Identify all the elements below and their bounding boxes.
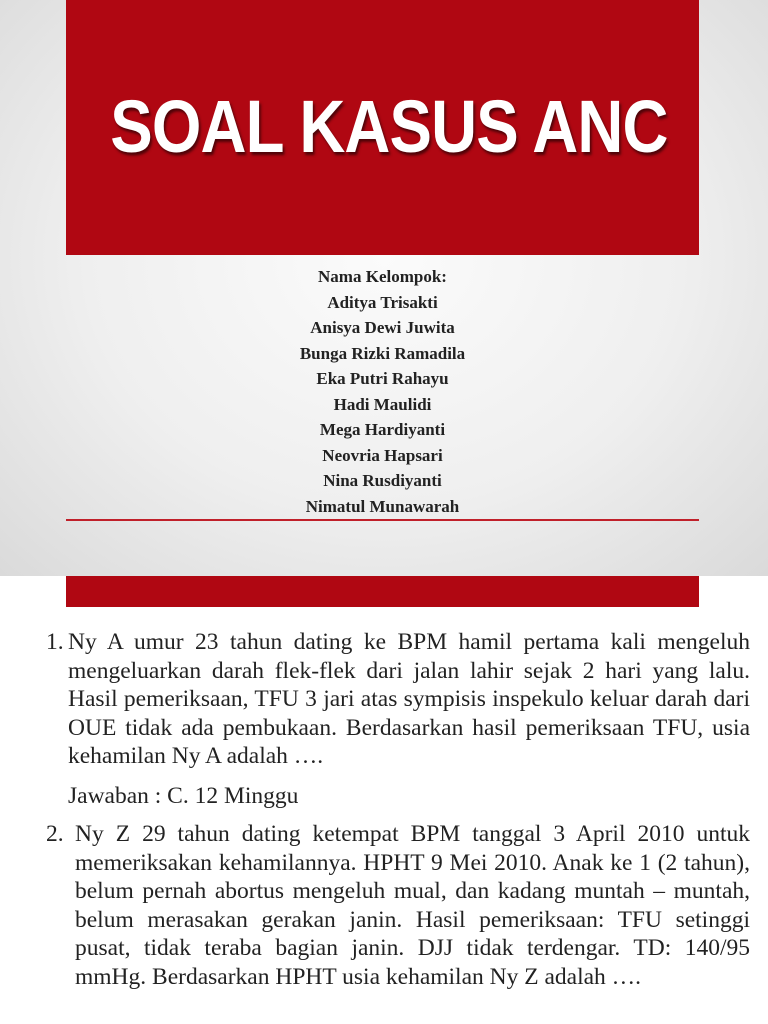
question-item bbox=[0, 628, 768, 771]
member-name: Nina Rusdiyanti bbox=[323, 471, 442, 490]
header-band bbox=[66, 576, 699, 607]
member-name: Bunga Rizki Ramadila bbox=[299, 343, 466, 363]
question-list bbox=[0, 628, 768, 991]
slide-title: SOAL KASUS ANC bbox=[110, 85, 668, 168]
question-slide bbox=[0, 576, 768, 1024]
question-text: Ny A umur 23 tahun dating ke BPM hamil pertama kali mengeluh mengeluarkan darah flek-flek dari jalan lahir sejak 2 hari yang lalu. Hasil pemeriksaan, TFU 3 jari atas sympisis inspekulo keluar darah dari OUE tidak ada pembukaan. Berdasarkan hasil pemeriksaan TFU, usia kehamilan Ny A adalah …. bbox=[68, 629, 750, 769]
answer-text: Jawaban : C. 12 Minggu bbox=[68, 782, 299, 809]
group-label: Nama Kelompok: bbox=[318, 267, 447, 286]
member-list bbox=[66, 264, 699, 519]
member-name: Anisya Dewi Juwita bbox=[310, 318, 455, 337]
member-name: Neovria Hapsari bbox=[322, 445, 443, 465]
member-name: Hadi Maulidi bbox=[333, 394, 432, 414]
member-name: Mega Hardiyanti bbox=[319, 420, 446, 439]
title-banner bbox=[66, 0, 699, 255]
member-name: Nimatul Munawarah bbox=[305, 496, 460, 516]
question-number: 2. bbox=[46, 821, 64, 847]
divider-line bbox=[66, 519, 699, 521]
question-item bbox=[0, 820, 768, 991]
question-number: 1. bbox=[46, 629, 64, 655]
member-name: Eka Putri Rahayu bbox=[316, 369, 449, 388]
question-text: Ny Z 29 tahun dating ketempat BPM tanggal 3 April 2010 untuk memeriksakan kehamilannya. HPHT 9 Mei 2010. Anak ke 1 (2 tahun), belum pernah abortus mengeluh mual, dan kadang muntah – muntah, belum merasakan gerakan janin. Hasil pemeriksaan: TFU setinggi pusat, tidak teraba bagian janin. DJJ tidak terdengar. TD: 140/95 mmHg. Berdasarkan HPHT usia kehamilan Ny Z adalah …. bbox=[75, 821, 750, 990]
member-name: Aditya Trisakti bbox=[327, 292, 438, 312]
